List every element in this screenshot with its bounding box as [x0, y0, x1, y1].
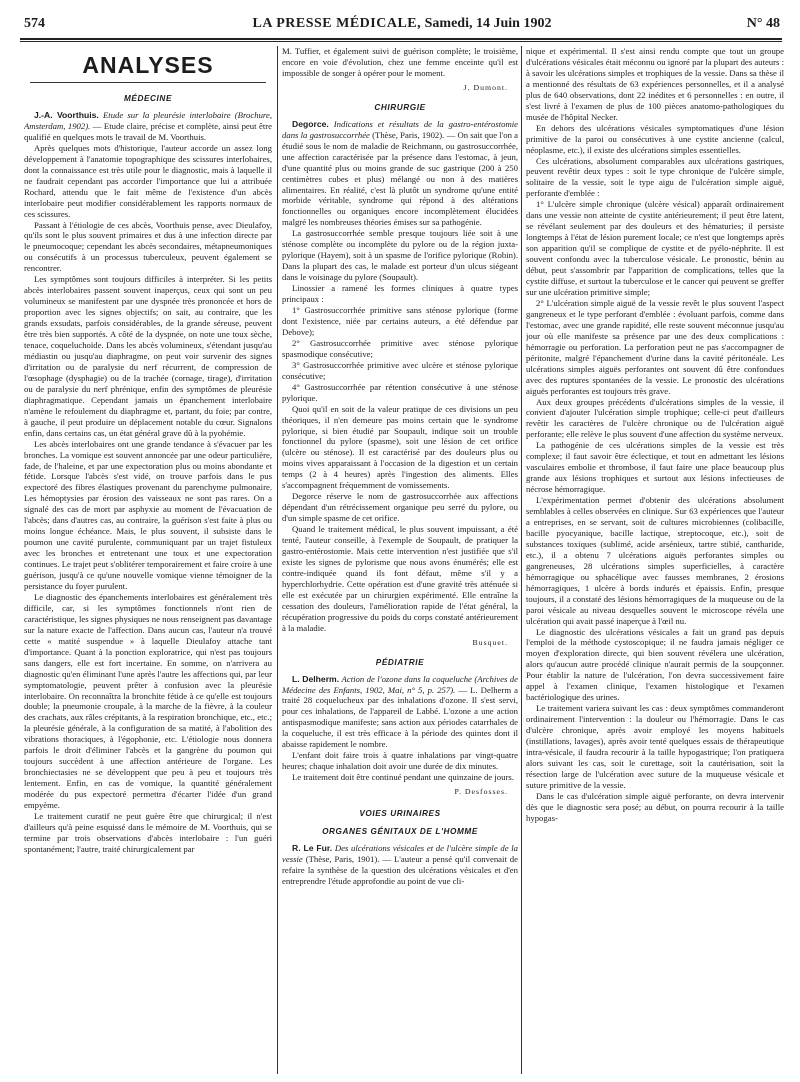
- column-divider: [277, 46, 278, 1074]
- article-reference: (Thèse, Paris, 1901).: [305, 854, 380, 864]
- journal-header: [24, 16, 780, 32]
- section-organes-genitaux: ORGANES GÉNITAUX DE L'HOMME: [322, 827, 478, 837]
- article-text: — On sait que l'on a étudié sous le nom de maladie de Reichmann, ou gastrosuccorrhée, une affection caractérisée par la présence dans l'estomac, à jeun, d'une quantité plus ou moins grande de suc gastrique (200 à 250 centimètres cubes et plus) mélangé ou non à des matières alimentaires. En réalité, c'est là plutôt un syndrome qu'une entité morbide véritable, syndrome qui répond à des altérations fonctionnelles ou organiques encore incomplètement élucidées malgré les nombreuses théories émises sur sa pathogénie.: [282, 129, 518, 228]
- column-divider: [521, 46, 522, 1074]
- article-text: — Etude claire, précise et complète, ainsi peut être qualifié en quelques mots le travail de M. Voorthuis.: [24, 120, 272, 142]
- paragraph: Passant à l'étiologie de ces abcès, Voorthuis pense, avec Dieulafoy, qu'ils sont le plus souvent primaires et dus à une infection directe par le pneumocoque; cependant les abcès secondaires, métapneumoniques ou consécutifs à un processus tuberculeux, peuvent également se rencontrer.: [24, 219, 272, 274]
- article-delherm: [282, 674, 518, 751]
- heading-rule: [30, 82, 266, 83]
- list-item: 4° Gastrosuccorrhée par rétention consécutive à une sténose pylorique.: [282, 381, 518, 403]
- paragraph: Les symptômes sont toujours difficiles à interpréter. Si les petits abcès interlobaires passent souvent inaperçus, ceux qui sont un peu volumineux se manifestent par une dyspnée très prononcée et hors de proportion avec les signes objectifs; on sait, au contraire, que les grands exsudats, parfois considérables, de la grande séreuse, peuvent être très bien supportés. A côté de la dyspnée, on note une toux sèche, tenace, coqueluchoïde. Dans les abcès volumineux, s'étendant jusqu'au médiastin ou jusqu'au diaphragme, on peut voir survenir des signes d'irritation ou de paralysie du nerf récurrent, de compression de l'œsophage (dysphagie) ou de la trachée (cornage, tirage), d'irritation ou de paralysie du nerf phrénique, enfin des symptômes de pleurésie diaphragmatique. Cependant jamais un épanchement interlobaire n'amène le refoulement du diaphragme et, partant, du foie; par contre, à gauche, il peut produire un déplacement notable du cœur. Signalons enfin, dans certains cas, un état général grave dû à la pyohémie.: [24, 274, 272, 438]
- article-text: — L'auteur a pensé qu'il convenait de refaire la synthèse de la question des ulcérations vésicales et d'en entreprendre l'étude approfondie au point de vue cli-: [282, 854, 518, 886]
- article-title: Des ulcérations vésicales et de l'ulcère simple de la vessie: [282, 843, 518, 864]
- article-author: R. Le Fur.: [292, 843, 333, 854]
- article-title: Indications et résultats de la gastro-entérostomie dans la gastrosuccorrhée: [282, 118, 518, 140]
- paragraph: Le traitement doit être continué pendant une quinzaine de jours.: [292, 772, 514, 783]
- paragraph: Le traitement variera suivant les cas : deux symptômes commanderont ordinairement l'intervention : la douleur ou l'hémorragie. Dans le cas d'ulcère chronique, après avoir employé les moyens habituels (instillations, lavages), après avoir tenté quelques essais de thérapeutique intra-vésicale, il faudra recourir à la taille hypogastrique; l'on pratiquera alors suivant les cas, soit le curettage, soit la cautérisation, soit la résection large de l'ulcération avec suture de la muqueuse vésicale et suture primitive de la vessie.: [526, 703, 784, 790]
- article-author: L. Delherm.: [292, 673, 340, 684]
- page-number: 574: [24, 16, 45, 31]
- issue-date: Samedi, 14 Juin 1902: [424, 16, 552, 31]
- article-reference: (Archives de Médecine des Enfants, 1902, Mai, n° 5, p. 257).: [282, 673, 518, 695]
- article-author: Degorce.: [292, 118, 329, 129]
- column-3: [526, 46, 784, 1076]
- paragraph: 1° L'ulcère simple chronique (ulcère vésical) apparaît ordinairement dans une vessie non atteinte de cystite antérieurement; il peut être latent, se révélant seulement par des douleurs et des hématuries; il persiste longtemps à l'état de lésion purement locale; ce n'est que longtemps après son apparition qu'il se complique de cystite et de pyélo-néphrite. Il est souvent confondu avec la tuberculose vésicale. Le pronostic, bénin au début, peut s'assombrir par l'apparition de complications, telles que la cystite diffuse, et surtout la tuberculose et le cancer qui peuvent se greffer sur une ulcération primitive simple;: [526, 199, 784, 297]
- header-rule-thin: [20, 41, 782, 42]
- paragraph: 2° L'ulcération simple aiguë de la vessie revêt le plus souvent l'aspect gangreneux et le type perforant d'emblée : évoluant parfois, comme dans l'estomac, avec une grande rapidité, elle reste souvent méconnue jusqu'au jour où elle manifeste sa présence par une des deux complications : hémorragie ou perforation. La perforation peut ne pas s'accompagner de péritonite, malgré l'épanchement d'urine dans la cavité péritonéale. Les ulcérations simples aiguës perforantes ont souvent dû être confondues avec des ruptures spontanées de la vessie. Le pronostic des ulcérations aiguës perforantes est toujours très grave.: [526, 297, 784, 396]
- paragraph: Le diagnostic des épanchements interlobaires est généralement très difficile, car, si les symptômes fonctionnels n'ont rien de caractéristique, les signes physiques ne nous renseignent pas davantage sur la nature exacte de l'affection. Dans aucun cas, l'auteur n'a trouvé cette « matité suspendue » à laquelle Dieulafoy attache tant d'importance. Quant à la ponction exploratrice, qui n'est pas toujours sans dangers, elle est fort incertaine. En somme, on n'arrivera au diagnostic qu'en éliminant l'une après l'autre les affections qui, par leur symptomatologie, peuvent prêter à confusion avec la pleurésie interlobaire. On reconnaîtra la bronchite fétide à ce qu'elle est toujours double; la pneumonie croupale, à la marche de la fièvre, à la couleur des crachats, aux râles crépitants, à la respiration bronchique, etc., etc.; la pleurésie générale, à la configuration de sa matité, à l'abolition des vibrations thoraciques, à l'égophonie, etc. L'étiologie nous donnera parfois le droit d'éliminer l'abcès et la gangrène du poumon qui toujours succèdent à une affection antérieure de l'organe. Les bronchiectasies ne se développent que peu à peu et toujours très lentement. Enfin, en cas de vomique, la quantité généralement modérée du pus expectoré permettra d'écarter l'idée d'un grand empyème.: [24, 591, 272, 811]
- article-reference: (Brochure, Amsterdam, 1902).: [24, 110, 272, 131]
- paragraph: L'expérimentation permet d'obtenir des ulcérations absolument semblables à celles observées en clinique. Sur 63 expériences que l'auteur a entreprises, en se servant, soit de cultures microbiennes (colibacille, bacille pyocyanique, bacille lactique, streptocoque, etc.), soit de substances toxiques (sublimé, acide arsénieux, tartre stibié, cantharide, etc.), il a obtenu 7 ulcérations aiguës perforantes simples ou gangreneuses, 28 ulcérations simples superficielles, à caractère hémorragique ou sphacélique avec fausses membranes, 2 érosions hémorragiques, 1 ulcère à bords indurés et épaissis. Enfin, presque toujours, il a constaté des lésions hémorragiques de la muqueuse ou de la paroi vésicale au niveau desquelles souvent le microscope révéla une ulcération qui avait passé inaperçue à l'œil nu.: [526, 495, 784, 626]
- paragraph: Après quelques mots d'historique, l'auteur accorde un assez long développement à l'anatomie topographique des scissures interlobaires, dont la connaissance est très utile pour le diagnostic, mais à laquelle il ne faudrait cependant pas accorder l'importance que lui a attribuée Rochard, attendu que le fait même de l'existence d'un abcès interlobaire peut modifier considérablement les rapports normaux de ces scissures.: [24, 142, 272, 219]
- journal-title: LA PRESSE MÉDICALE,: [252, 16, 422, 31]
- article-degorce: [282, 119, 518, 229]
- paragraph: La pathogénie de ces ulcérations simples de la vessie est très complexe; il faut savoir être éclectique, et tout en admettant les lésions vasculaires embolie et thrombose, il faut faire une place beaucoup plus grande aux lésions trophiques et surtout aux lésions infectieuses de nécrose hémorragique.: [526, 440, 784, 495]
- paragraph: Degorce réserve le nom de gastrosuccorrhée aux affections dépendant d'un rétrécissement organique peu serré du pylore, ou d'un simple spasme de cet orifice.: [282, 491, 518, 524]
- paragraph: Quand le traitement médical, le plus souvent impuissant, a été tenté, l'auteur conseille, à l'exemple de Soupault, de pratiquer la gastro-entérostomie. Mais cette intervention n'est justifiée que s'il existe les signes de pylorisme que nous avons énumérés; elle est contre-indiquée quand ils font défaut, même s'il y a hyperchlorhydrie. Cette opération est d'une gravité très atténuée si elle est exécutée par un chirurgien expérimenté. Elle entraîne la cessation des douleurs, l'amélioration rapide de l'état général, la récupération progressive du poids du corps constaté antérieurement à la maladie.: [282, 524, 518, 633]
- article-title: Action de l'ozone dans la coqueluche: [341, 673, 472, 684]
- header-rule: [20, 38, 782, 40]
- paragraph: Le diagnostic des ulcérations vésicales a fait un grand pas depuis l'emploi de la méthode cystoscopique; il ne faudra jamais négliger ce moyen d'exploration directe, qui bien souvent révélera une ulcération, alors qu'aucun autre procédé clinique n'aurait permis de la soupçonner. Pour établir la nature de l'ulcération, l'on devra successivement faire appel à l'examen clinique, l'examen histologique et l'examen bactériologique des urines.: [526, 626, 784, 703]
- section-pediatrie: PÉDIATRIE: [375, 657, 425, 667]
- list-item: 3° Gastrosuccorrhée primitive avec ulcère et sténose pylorique consécutive;: [282, 359, 518, 381]
- article-voorthuis: [24, 110, 272, 143]
- paragraph: Quoi qu'il en soit de la valeur pratique de ces divisions un peu théoriques, il n'en demeure pas moins certain que le syndrome pylorique, si bien étudié par Soupault, indique soit un trouble fonctionnel du pylore (spasme), soit une lésion de cet orifice (ulcère ou sténose). Il est caractérisé par des douleurs plus ou moins vives apparaissant à l'occasion de la digestion et un certain temps (2 à 4 heures) après l'ingestion des aliments. Elles s'accompagnent fréquemment de vomissements.: [282, 403, 518, 491]
- column-1: [24, 46, 272, 1076]
- article-text: — L. Delherm a traité 28 coquelucheux par des inhalations d'ozone. Il s'est servi, pour ces inhalations, de l'appareil de Labbé. L'ozone a une action antispasmodique manifeste; sans action aux périodes catarrhales de la coqueluche, il est très efficace à la période des quintes dont il abaisse rapidement le nombre.: [282, 684, 518, 750]
- paragraph: La gastrosuccorrhée semble presque toujours liée soit à une sténose complète ou incomplète du pylore ou de la région juxta-pylorique (Hayem), soit à un spasme de l'orifice pylorique (Robin). Dans la plupart des cas, le malade est porteur d'un ulcus siégeant dans le voisinage du pylore (Soupault).: [282, 228, 518, 283]
- paragraph: M. Tuffier, et également suivi de guérison complète; le troisième, encore en voie d'évolution, chez une femme enceinte qu'il est impossible de songer à opérer pour le moment.: [282, 46, 518, 78]
- paragraph: Ces ulcérations, absolument comparables aux ulcérations gastriques, peuvent revêtir deux types : soit le type chronique de l'ulcère simple, solitaire de la vessie, soit le type aigu de l'ulcération simple aiguë, perforante d'emblée :: [526, 155, 784, 199]
- page-header: [24, 14, 780, 36]
- paragraph: En dehors des ulcérations vésicales symptomatiques d'une lésion primitive de la paroi ou consécutives à une cystite ancienne (calcul, néoplasme, etc.), il existe des ulcérations simples essentielles.: [526, 122, 784, 155]
- list-item: 1° Gastrosuccorrhée primitive sans sténose pylorique (forme dont l'existence, niée par certains auteurs, a été défendue par Debove);: [282, 305, 518, 337]
- analyses-heading: ANALYSES: [82, 52, 214, 78]
- issue-number: N° 48: [746, 16, 780, 31]
- article-reference: (Thèse, Paris, 1902).: [372, 129, 445, 140]
- column-2: [282, 46, 518, 1076]
- paragraph: nique et expérimental. Il s'est ainsi rendu compte que tout un groupe d'ulcérations vésicales était méconnu ou ignoré par la plupart des auteurs : à savoir les ulcérations simples et trophiques de la vessie. Dans sa thèse il a mentionné des résultats de 63 expériences personnelles, et il a analysé plus de 640 observations, dont 22 inédites et 6 personnelles : en outre, il s'est livré à l'examen de plus de 100 pièces anatomo-pathologiques du musée de l'hôpital Necker.: [526, 46, 784, 122]
- list-item: 2° Gastrosuccorrhée primitive avec sténose pylorique spasmodique consécutive;: [282, 337, 518, 359]
- section-voies-urinaires: VOIES URINAIRES: [359, 809, 441, 819]
- article-author: J.-A. Voorthuis.: [34, 110, 99, 120]
- article-le-fur: [282, 843, 518, 887]
- article-title: Etude sur la pleurésie interlobaire: [102, 110, 231, 120]
- signature: P. Desfosses.: [454, 787, 508, 797]
- signature: Busquet.: [472, 637, 508, 647]
- paragraph: Linossier a ramené les formes cliniques à quatre types principaux :: [282, 283, 518, 305]
- paragraph: Le traitement curatif ne peut guère être que chirurgical; il n'est d'ailleurs qu'à peine esquissé dans le mémoire de M. Voorthuis, qui se termine par trois observations d'abcès interlobaire : l'un guéri spontanément; l'autre, traité chirurgicalement par: [24, 811, 272, 854]
- paragraph: Aux deux groupes précédents d'ulcérations simples de la vessie, il convient d'ajouter l'ulcération simple trophique; celle-ci peut d'ailleurs revêtir les caractères de l'ulcère chronique ou de l'ulcération aiguë perforante; elle relève le plus souvent d'une affection du système nerveux.: [526, 396, 784, 440]
- section-chirurgie: CHIRURGIE: [374, 102, 426, 112]
- paragraph: Dans le cas d'ulcération simple aiguë perforante, on devra intervenir dès que le diagnostic sera posé; au début, on pourra recourir à la taille hypogas-: [526, 790, 784, 823]
- paragraph: L'enfant doit faire trois à quatre inhalations par vingt-quatre heures; chaque inhalation doit avoir une durée de dix minutes.: [282, 750, 518, 772]
- signature: J. Dumont.: [463, 82, 508, 92]
- section-medecine: MÉDECINE: [123, 94, 173, 103]
- paragraph: Les abcès interlobaires ont une grande tendance à s'évacuer par les bronches. La vomique est souvent annoncée par une odeur particulière, fade, de l'haleine, et par une expectoration plus ou moins abondante et fétide. Lorsque l'abcès s'est vidé, on trouve parfois dans le pus expectoré des fibres élastiques provenant du parenchyme pulmonaire. Les hémoptysies par érosion des vaisseaux ne sont pas rares. On a signalé des cas de mort par asphyxie au moment de l'évacuation de l'abcès; dans d'autres cas, au contraire, la guérison s'est faite à plus ou moins longue échéance. Mais, le plus souvent, il subsiste dans le poumon une cavité purulente, communiquant par un trajet fistuleux avec les bronches et entretenant une toux et une expectoration continues. Le trajet peut s'oblitérer temporairement et faire croire à une guérison, jusqu'à ce qu'une nouvelle vomique vienne témoigner de la persistance du foyer purulent.: [24, 438, 272, 591]
